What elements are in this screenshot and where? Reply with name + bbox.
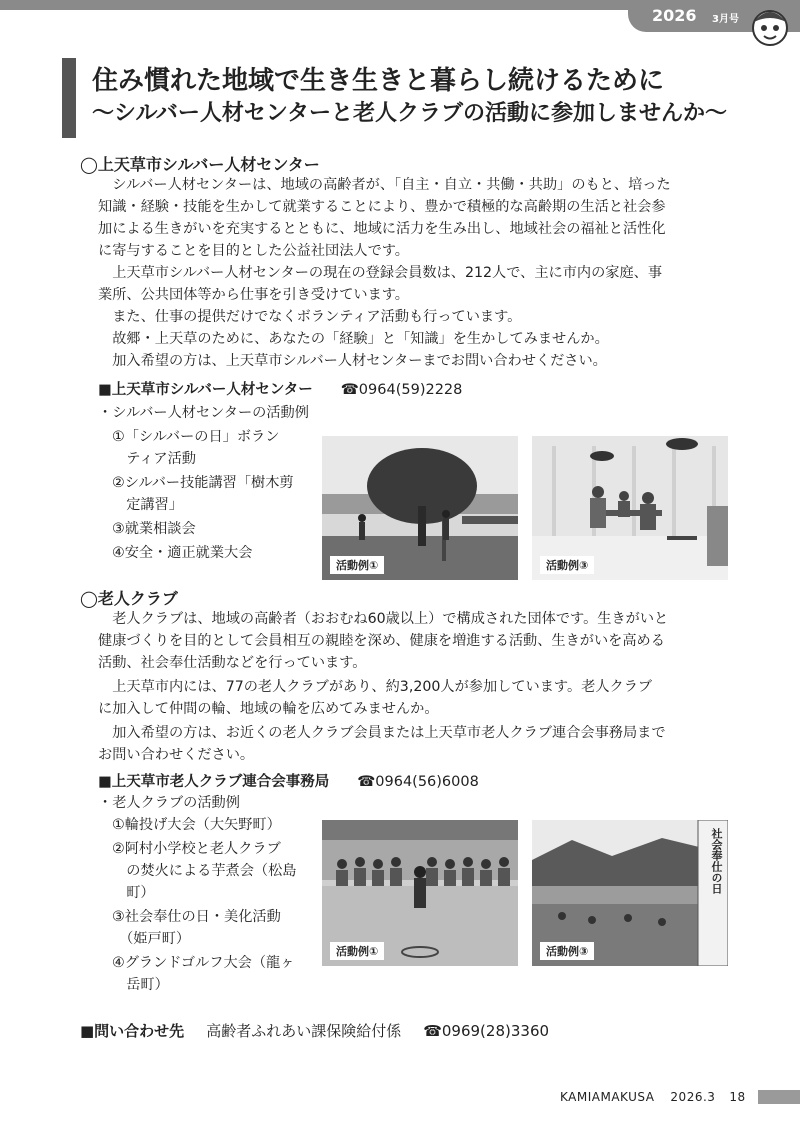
silver-list-item: 定講習」 (112, 497, 183, 513)
silver-list-item: ④安全・適正就業大会 (112, 545, 253, 561)
footer-magazine: KAMIAMAKUSA (560, 1090, 655, 1104)
club-list-title: ・老人クラブの活動例 (98, 795, 240, 811)
club-list-item: ②阿村小学校と老人クラブ (112, 841, 281, 857)
photo-cleanup-activity (532, 820, 728, 966)
photo-pruning-activity (322, 436, 518, 580)
silver-contact-tel: ☎0964(59)2228 (340, 382, 463, 398)
club-list-item: ④グランドゴルフ大会（龍ヶ (112, 955, 295, 971)
photo-caption: 活動例③ (540, 942, 594, 960)
club-para-2: 健康づくりを目的として会員相互の親睦を深め、健康を増進する活動、生きがいを高める (98, 633, 665, 649)
inquiry (80, 1020, 549, 1041)
silver-para-6: 業所、公共団体等から仕事を引き受けています。 (98, 287, 409, 303)
photo-ring-toss (322, 820, 518, 966)
club-contact-name: ■上天草市老人クラブ連合会事務局 (98, 774, 330, 790)
footer-bar (758, 1090, 800, 1104)
club-para-4: 上天草市内には、77の老人クラブがあり、約3,200人が参加しています。老人クラブ (98, 679, 653, 695)
title-accent-bar (62, 58, 76, 138)
photo-caption: 活動例① (330, 942, 384, 960)
silver-para-9: 加入希望の方は、上天草市シルバー人材センターまでお問い合わせください。 (98, 353, 607, 369)
club-list-item: （姫戸町） (112, 931, 191, 947)
silver-list-item: ティア活動 (112, 451, 196, 467)
silver-para-3: 加による生きがいを充実するとともに、地域に活力を生み出し、地域社会の福祉と活性化 (98, 221, 666, 237)
club-list-item: 町） (112, 885, 155, 901)
club-list-item: 岳町） (112, 977, 169, 993)
club-list-item: の焚火による芋煮会（松島 (112, 863, 297, 879)
inquiry-dept: 高齢者ふれあい課保険給付係 (206, 1022, 402, 1040)
banner-text: 社会奉仕の日 (710, 828, 723, 894)
silver-para-8: 故郷・上天草のために、あなたの「経験」と「知識」を生かしてみませんか。 (98, 331, 609, 347)
club-heading: ◯老人クラブ (80, 589, 178, 608)
club-para-1: 老人クラブは、地域の高齢者（おおむね60歳以上）で構成された団体です。生きがいと (98, 611, 669, 627)
mascot-icon (746, 2, 794, 50)
silver-list-title: ・シルバー人材センターの活動例 (98, 405, 309, 421)
silver-para-1: シルバー人材センターは、地域の高齢者が、「自主・自立・共働・共助」のもと、培った (98, 177, 671, 193)
silver-list-item: ②シルバー技能講習「樹木剪 (112, 475, 294, 491)
club-para-3: 活動、社会奉仕活動などを行っています。 (98, 655, 367, 671)
club-para-6: 加入希望の方は、お近くの老人クラブ会員または上天草市老人クラブ連合会事務局まで (98, 725, 666, 741)
footer (560, 1090, 746, 1104)
club-para-5: に加入して仲間の輪、地域の輪を広めてみませんか。 (98, 701, 439, 717)
club-contact (98, 770, 479, 791)
silver-para-4: に寄与することを目的とした公益社団法人です。 (98, 243, 409, 259)
photo-caption: 活動例① (330, 556, 384, 574)
issue-month: 3月号 (712, 14, 739, 25)
page-title: 住み慣れた地域で生き生きと暮らし続けるために (92, 66, 665, 96)
footer-issue: 2026.3 (670, 1090, 716, 1104)
club-contact-tel: ☎0964(56)6008 (357, 774, 479, 790)
silver-para-5: 上天草市シルバー人材センターの現在の登録会員数は、212人で、主に市内の家庭、事 (98, 265, 663, 281)
inquiry-label: ■問い合わせ先 (80, 1022, 185, 1040)
silver-heading: ◯上天草市シルバー人材センター (80, 155, 320, 174)
club-para-7: お問い合わせください。 (98, 747, 255, 763)
silver-list-item: ①「シルバーの日」ボラン (112, 429, 280, 445)
silver-para-7: また、仕事の提供だけでなくボランティア活動も行っています。 (98, 309, 522, 325)
club-list-item: ③社会奉仕の日・美化活動 (112, 909, 281, 925)
silver-contact (98, 378, 462, 399)
club-list-item: ①輪投げ大会（大矢野町） (112, 817, 281, 833)
silver-list-item: ③就業相談会 (112, 521, 196, 537)
page-number: 18 (729, 1090, 746, 1104)
photo-caption: 活動例③ (540, 556, 594, 574)
page-subtitle: ～シルバー人材センターと老人クラブの活動に参加しませんか～ (92, 101, 728, 126)
photo-consultation (532, 436, 728, 580)
inquiry-tel: ☎0969(28)3360 (423, 1022, 550, 1040)
silver-para-2: 知識・経験・技能を生かして就業することにより、豊かで積極的な高齢期の生活と社会参 (98, 199, 666, 215)
silver-contact-name: ■上天草市シルバー人材センター (98, 382, 313, 398)
issue-year: 2026 (652, 6, 697, 25)
